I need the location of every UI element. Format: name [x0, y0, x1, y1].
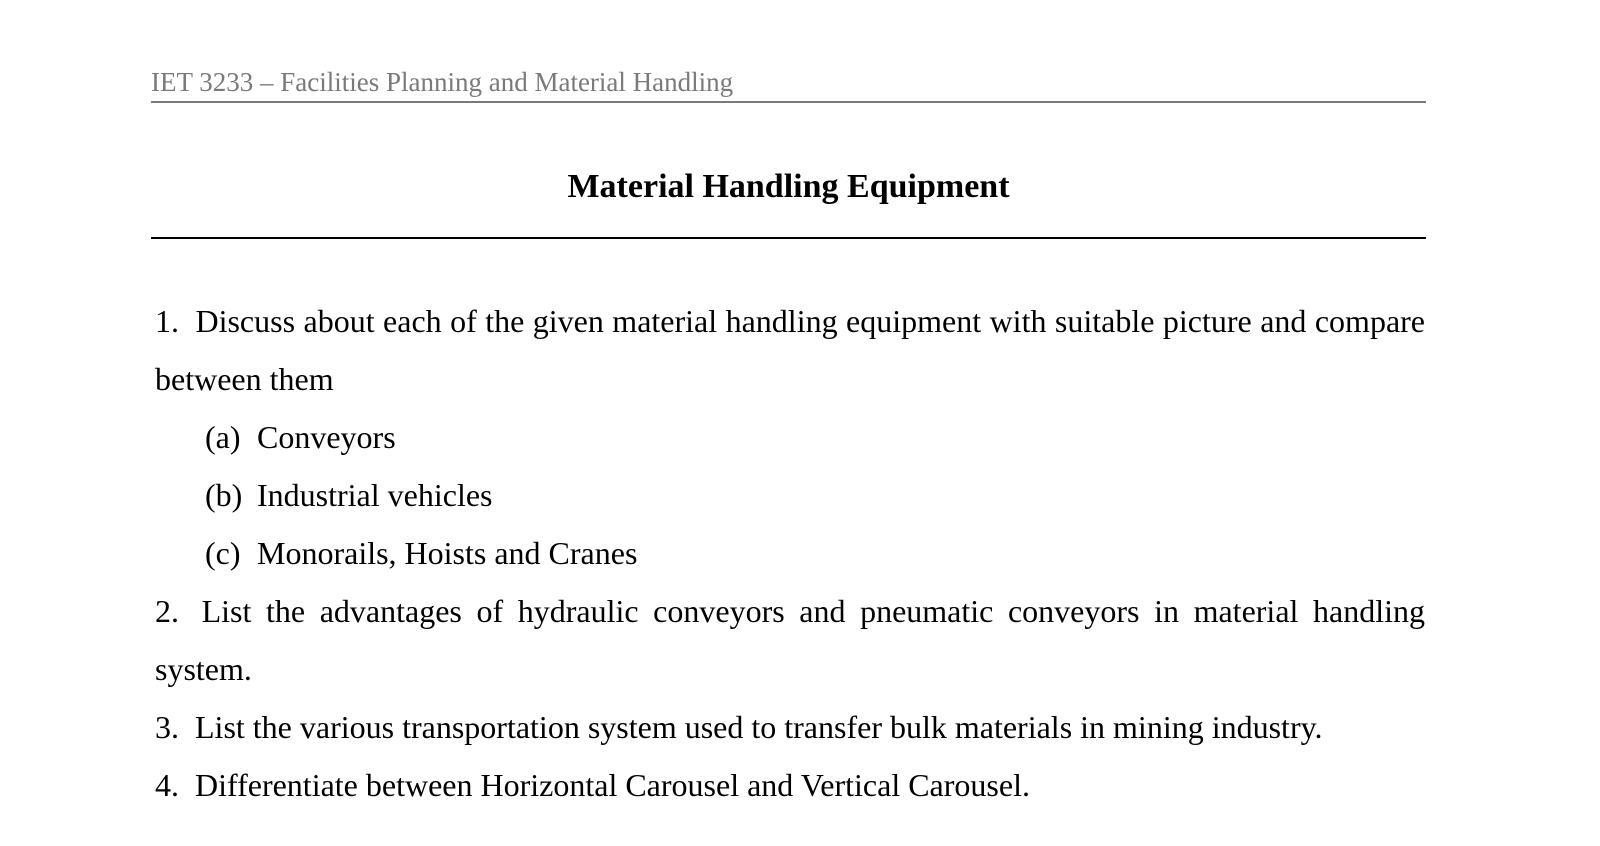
question-number: 3.: [155, 709, 179, 745]
sub-item-marker: (c): [205, 535, 241, 571]
question-list: [155, 292, 1425, 814]
sub-item-c: [155, 524, 1425, 582]
sub-item-text: Monorails, Hoists and Cranes: [257, 535, 638, 571]
sub-item-text: Industrial vehicles: [257, 477, 493, 513]
sub-item-marker: (a): [205, 419, 241, 455]
question-text: List the various transportation system used to transfer bulk materials in mining industry.: [195, 709, 1323, 745]
header-rule: [151, 101, 1426, 103]
sub-item-marker: (b): [205, 477, 243, 513]
question-number: 1.: [155, 303, 179, 339]
question-3: [155, 698, 1425, 756]
question-4: [155, 756, 1425, 814]
question-text: Differentiate between Horizontal Carousel and Vertical Carousel.: [195, 767, 1030, 803]
question-text: Discuss about each of the given material handling equipment with suitable picture and compare between them: [155, 303, 1426, 397]
running-header: IET 3233 – Facilities Planning and Material Handling: [151, 67, 734, 97]
question-1: [155, 292, 1425, 408]
sub-item-b: [155, 466, 1425, 524]
question-1-sub-list: [155, 408, 1425, 582]
page-title: Material Handling Equipment: [567, 168, 1010, 205]
question-2: [155, 582, 1425, 698]
sub-item-text: Conveyors: [257, 419, 396, 455]
sub-item-a: [155, 408, 1425, 466]
question-text: List the advantages of hydraulic conveyors and pneumatic conveyors in material handling system.: [155, 593, 1426, 687]
title-rule: [151, 237, 1426, 239]
question-number: 2.: [155, 593, 179, 629]
question-number: 4.: [155, 767, 179, 803]
